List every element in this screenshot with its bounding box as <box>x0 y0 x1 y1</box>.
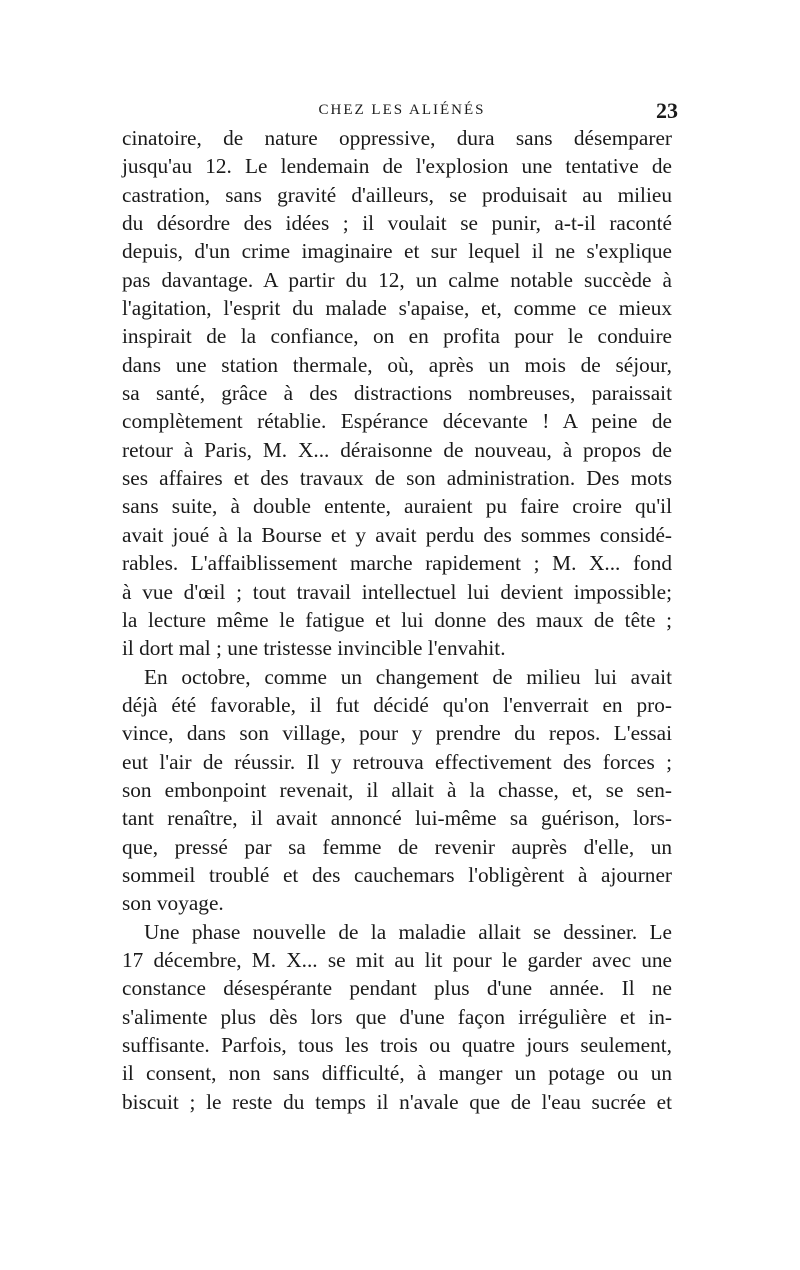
text-line: la lecture même le fatigue et lui donne des maux de tête ; <box>122 607 672 632</box>
text-line: eut l'air de réussir. Il y retrouva effectivement des forces ; <box>122 749 672 774</box>
text-line: ses affaires et des travaux de son administration. Des mots <box>122 466 672 491</box>
text-line: l'agitation, l'esprit du malade s'apaise, et, comme ce mieux <box>122 296 672 321</box>
text-line: vince, dans son village, pour y prendre du repos. L'essai <box>122 721 672 746</box>
text-line: rables. L'affaiblissement marche rapidement ; M. X... fond <box>122 551 672 576</box>
text-line: sa santé, grâce à des distractions nombreuses, paraissait <box>122 381 672 406</box>
text-line: son embonpoint revenait, il allait à la chasse, et, se sen- <box>122 777 672 802</box>
text-line: cinatoire, de nature oppressive, dura sans désemparer <box>122 126 672 150</box>
text-line: avait joué à la Bourse et y avait perdu des sommes considé- <box>122 522 672 547</box>
text-line: déjà été favorable, il fut décidé qu'on l'enverrait en pro- <box>122 692 672 717</box>
text-line: jusqu'au 12. Le lendemain de l'explosion une tentative de <box>122 154 672 179</box>
text-line: constance désespérante pendant plus d'une année. Il ne <box>122 976 672 1001</box>
body-text <box>122 124 672 1116</box>
running-title: CHEZ LES ALIÉNÉS <box>318 102 486 118</box>
text-line: pas davantage. A partir du 12, un calme notable succède à <box>122 267 672 292</box>
text-line: son voyage. <box>122 891 224 916</box>
text-line: suffisante. Parfois, tous les trois ou quatre jours seulement, <box>122 1033 672 1057</box>
text-line: du désordre des idées ; il voulait se punir, a-t-il raconté <box>122 211 672 236</box>
text-line: que, pressé par sa femme de revenir auprès d'elle, un <box>122 834 672 859</box>
text-line: 17 décembre, M. X... se mit au lit pour le garder avec une <box>122 947 672 972</box>
page-number: 23 <box>656 98 678 123</box>
text-line: En octobre, comme un changement de milieu lui avait <box>144 664 672 689</box>
text-line: à vue d'œil ; tout travail intellectuel lui devient impossible; <box>122 579 672 604</box>
text-line: castration, sans gravité d'ailleurs, se produisait au milieu <box>122 182 672 207</box>
text-line: sommeil troublé et des cauchemars l'obligèrent à ajourner <box>122 862 672 887</box>
text-line: dans une station thermale, où, après un mois de séjour, <box>122 352 672 377</box>
text-line: il dort mal ; une tristesse invincible l'envahit. <box>122 636 506 661</box>
text-line: s'alimente plus dès lors que d'une façon irrégulière et in- <box>122 1004 672 1029</box>
text-line: Une phase nouvelle de la maladie allait se dessiner. Le <box>144 919 672 944</box>
text-line: inspirait de la confiance, on en profita pour le conduire <box>122 324 672 349</box>
text-line: retour à Paris, M. X... déraisonne de nouveau, à propos de <box>122 437 672 462</box>
text-line: complètement rétablie. Espérance décevante ! A peine de <box>122 409 672 434</box>
text-line: sans suite, à double entente, auraient pu faire croire qu'il <box>122 494 672 519</box>
text-line: biscuit ; le reste du temps il n'avale que de l'eau sucrée et <box>122 1089 672 1114</box>
text-line: tant renaître, il avait annoncé lui-même sa guérison, lors- <box>122 806 672 831</box>
text-line: il consent, non sans difficulté, à manger un potage ou un <box>122 1061 672 1086</box>
text-line: depuis, d'un crime imaginaire et sur lequel il ne s'explique <box>122 239 672 264</box>
